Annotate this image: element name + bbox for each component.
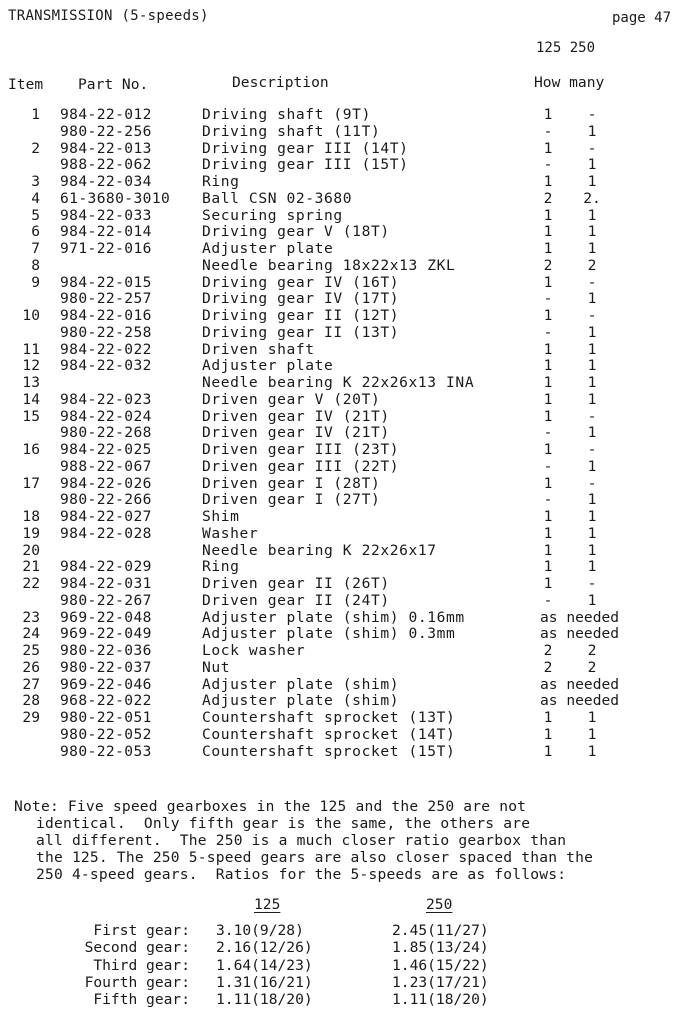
item-number: 21	[22, 558, 40, 576]
gear-name: Fifth gear:	[93, 991, 190, 1009]
parts-row	[0, 509, 700, 526]
quantity-250: 2	[587, 658, 597, 676]
quantity-250: 1	[587, 508, 597, 525]
item-number: 23	[22, 608, 40, 626]
quantity-250: 1	[587, 156, 597, 174]
quantity-125: 1	[543, 441, 553, 458]
part-description: Adjuster plate (shim)	[202, 675, 400, 693]
part-number: 988-22-067	[60, 457, 152, 475]
quantity-250: -	[587, 441, 597, 458]
quantity-125: 2	[543, 658, 553, 676]
item-number: 15	[22, 407, 40, 425]
quantity-125: 1	[543, 357, 553, 375]
item-number: 22	[22, 575, 40, 592]
parts-row	[0, 342, 700, 359]
quantity-125: 1	[543, 575, 553, 592]
quantity-125: 1	[543, 524, 553, 542]
parts-row	[0, 291, 700, 308]
quantity-125: 1	[543, 709, 553, 726]
parts-row	[0, 643, 700, 660]
parts-row	[0, 442, 700, 459]
quantity-125: -	[543, 323, 553, 341]
part-number: 980-22-267	[60, 591, 152, 609]
parts-row	[0, 677, 700, 694]
quantity-250: -	[587, 106, 597, 123]
parts-row	[0, 660, 700, 677]
parts-row	[0, 593, 700, 610]
ratio-row	[0, 974, 700, 991]
item-number: 16	[22, 441, 40, 458]
part-number: 968-22-022	[60, 692, 152, 710]
part-number: 984-22-016	[60, 307, 152, 324]
part-description: Driving gear II (13T)	[202, 323, 400, 341]
parts-row	[0, 710, 700, 727]
ratio-125: 1.31(16/21)	[216, 973, 313, 991]
part-description: Countershaft sprocket (13T)	[202, 709, 456, 726]
part-number: 971-22-016	[60, 240, 152, 257]
part-description: Washer	[202, 524, 259, 542]
item-number: 28	[22, 692, 40, 710]
note-line: 250 4-speed gears. Ratios for the 5-speeds are as follows:	[36, 866, 567, 883]
ratio-125: 3.10(9/28)	[216, 922, 304, 939]
quantity-125: 1	[543, 273, 553, 291]
part-description: Needle bearing 18x22x13 ZKL	[202, 256, 456, 274]
parts-row	[0, 107, 700, 124]
quantity-125: 2	[543, 189, 553, 207]
gearbox-note	[14, 798, 684, 883]
item-number: 11	[22, 340, 40, 358]
quantity-125: 1	[543, 407, 553, 425]
parts-row	[0, 157, 700, 174]
part-number: 984-22-023	[60, 390, 152, 408]
parts-row	[0, 191, 700, 208]
item-number: 7	[31, 240, 40, 257]
quantity-250: 1	[587, 223, 597, 241]
part-description: Adjuster plate (shim) 0.3mm	[202, 625, 456, 643]
part-number: 984-22-031	[60, 575, 152, 592]
quantity-250: 1	[587, 390, 597, 408]
part-description: Driven gear IV (21T)	[202, 407, 390, 425]
column-header-part-no: Part No.	[78, 76, 149, 93]
parts-row	[0, 308, 700, 325]
column-header-description: Description	[232, 74, 329, 91]
ratio-125: 1.64(14/23)	[216, 956, 313, 974]
part-description: Driving gear IV (17T)	[202, 290, 400, 308]
quantity-250: 2.	[583, 189, 601, 207]
part-description: Driven gear V (20T)	[202, 390, 381, 408]
note-line: the 125. The 250 5-speed gears are also closer spaced than the	[36, 849, 594, 866]
quantity-125: 1	[543, 374, 553, 391]
ratio-250: 1.46(15/22)	[392, 956, 489, 974]
quantity-125: 1	[543, 139, 553, 157]
parts-row	[0, 224, 700, 241]
quantity-125: -	[543, 122, 553, 140]
part-description: Ring	[202, 173, 240, 190]
item-number: 27	[22, 675, 40, 693]
parts-row	[0, 476, 700, 493]
quantity-125: 1	[543, 340, 553, 358]
item-number: 14	[22, 390, 40, 408]
quantity-250: 1	[587, 374, 597, 391]
quantity-125: -	[543, 156, 553, 174]
part-number: 969-22-049	[60, 625, 152, 643]
quantity-125: 1	[543, 223, 553, 241]
part-number: 984-22-026	[60, 474, 152, 492]
quantity-125: -	[543, 424, 553, 442]
item-number: 12	[22, 357, 40, 375]
quantity-125: 1	[543, 106, 553, 123]
parts-row	[0, 141, 700, 158]
part-number: 984-22-028	[60, 524, 152, 542]
ratio-250: 1.23(17/21)	[392, 973, 489, 991]
ratio-row	[0, 939, 700, 956]
item-number: 3	[31, 173, 40, 190]
quantity-250: 1	[587, 240, 597, 257]
part-description: Adjuster plate (shim) 0.16mm	[202, 608, 465, 626]
part-number: 980-22-256	[60, 122, 152, 140]
part-description: Driven gear III (23T)	[202, 441, 400, 458]
quantity-250: 2	[587, 256, 597, 274]
quantity-125: 2	[543, 256, 553, 274]
quantity-250: -	[587, 273, 597, 291]
parts-row	[0, 325, 700, 342]
part-number: 980-22-036	[60, 642, 152, 659]
part-number: 969-22-048	[60, 608, 152, 626]
parts-row	[0, 258, 700, 275]
parts-row	[0, 727, 700, 744]
model-columns-header: 125 250	[536, 40, 596, 56]
item-number: 2	[31, 139, 40, 157]
part-description: Ball CSN 02-3680	[202, 189, 353, 207]
parts-row	[0, 744, 700, 761]
part-description: Adjuster plate	[202, 357, 334, 375]
parts-row	[0, 409, 700, 426]
quantity-125: 1	[543, 508, 553, 525]
part-description: Driving shaft (9T)	[202, 106, 371, 123]
parts-row	[0, 559, 700, 576]
part-description: Countershaft sprocket (15T)	[202, 742, 456, 760]
parts-row	[0, 174, 700, 191]
quantity-250: 1	[587, 591, 597, 609]
part-number: 61-3680-3010	[60, 189, 171, 207]
part-description: Driven gear I (27T)	[202, 491, 381, 509]
part-number: 980-22-268	[60, 424, 152, 442]
part-description: Driven gear II (24T)	[202, 591, 390, 609]
part-number: 980-22-037	[60, 658, 152, 676]
part-number: 980-22-257	[60, 290, 152, 308]
part-description: Adjuster plate	[202, 240, 334, 257]
column-header-how-many: How many	[534, 74, 605, 91]
quantity-125: 1	[543, 206, 553, 224]
item-number: 4	[31, 189, 40, 207]
part-number: 984-22-014	[60, 223, 152, 241]
ratio-250: 2.45(11/27)	[392, 922, 489, 939]
item-number: 29	[22, 709, 40, 726]
quantity-125: -	[543, 457, 553, 475]
item-number: 26	[22, 658, 40, 676]
quantity-both: as needed	[540, 608, 620, 626]
gear-name: Second gear:	[84, 939, 190, 957]
parts-row	[0, 124, 700, 141]
part-number: 984-22-027	[60, 508, 152, 525]
parts-row	[0, 576, 700, 593]
quantity-both: as needed	[540, 675, 620, 693]
quantity-125: 1	[543, 240, 553, 257]
parts-row	[0, 610, 700, 627]
part-description: Driving shaft (11T)	[202, 122, 381, 140]
parts-row	[0, 626, 700, 643]
ratio-125: 2.16(12/26)	[216, 939, 313, 957]
ratio-header-250: 250	[426, 896, 453, 913]
part-number: 984-22-034	[60, 173, 152, 190]
part-description: Driving gear V (18T)	[202, 223, 390, 241]
ratio-row	[0, 922, 700, 939]
part-number: 984-22-029	[60, 558, 152, 576]
quantity-125: 1	[543, 742, 553, 760]
note-line: all different. The 250 is a much closer ratio gearbox than	[36, 832, 567, 849]
ratio-row	[0, 957, 700, 974]
gear-name: First gear:	[93, 922, 190, 939]
ratio-250: 1.11(18/20)	[392, 991, 489, 1009]
quantity-250: 1	[587, 541, 597, 559]
item-number: 24	[22, 625, 40, 643]
part-description: Shim	[202, 508, 240, 525]
quantity-250: 1	[587, 725, 597, 743]
quantity-250: -	[587, 407, 597, 425]
note-line: Note: Five speed gearboxes in the 125 and the 250 are not	[14, 798, 527, 815]
parts-row	[0, 275, 700, 292]
page-number: page 47	[612, 10, 672, 26]
ratio-header-125: 125	[254, 896, 281, 913]
quantity-125: -	[543, 290, 553, 308]
parts-row	[0, 492, 700, 509]
part-description: Needle bearing K 22x26x13 INA	[202, 374, 475, 391]
part-description: Securing spring	[202, 206, 343, 224]
item-number: 17	[22, 474, 40, 492]
part-number: 984-22-013	[60, 139, 152, 157]
quantity-125: 1	[543, 173, 553, 190]
part-number: 984-22-024	[60, 407, 152, 425]
column-header-item: Item	[8, 76, 44, 93]
item-number: 18	[22, 508, 40, 525]
part-number: 984-22-022	[60, 340, 152, 358]
parts-row	[0, 459, 700, 476]
part-description: Driven gear II (26T)	[202, 575, 390, 592]
quantity-250: 1	[587, 457, 597, 475]
quantity-250: 1	[587, 323, 597, 341]
quantity-125: 2	[543, 642, 553, 659]
part-number: 980-22-051	[60, 709, 152, 726]
part-description: Driven gear III (22T)	[202, 457, 400, 475]
quantity-both: as needed	[540, 625, 620, 643]
quantity-250: 1	[587, 122, 597, 140]
quantity-250: 1	[587, 206, 597, 224]
item-number: 9	[31, 273, 40, 291]
quantity-125: 1	[543, 725, 553, 743]
part-number: 984-22-033	[60, 206, 152, 224]
item-number: 8	[31, 256, 40, 274]
quantity-250: 1	[587, 742, 597, 760]
quantity-250: 1	[587, 424, 597, 442]
part-number: 988-22-062	[60, 156, 152, 174]
item-number: 5	[31, 206, 40, 224]
page-title: TRANSMISSION (5-speeds)	[8, 8, 209, 24]
quantity-125: -	[543, 491, 553, 509]
ratio-250: 1.85(13/24)	[392, 939, 489, 957]
part-description: Adjuster plate (shim)	[202, 692, 400, 710]
parts-row	[0, 693, 700, 710]
item-number: 19	[22, 524, 40, 542]
part-description: Needle bearing K 22x26x17	[202, 541, 437, 559]
quantity-250: 1	[587, 524, 597, 542]
quantity-250: 1	[587, 491, 597, 509]
part-description: Countershaft sprocket (14T)	[202, 725, 456, 743]
part-description: Driving gear II (12T)	[202, 307, 400, 324]
quantity-125: 1	[543, 474, 553, 492]
ratio-125: 1.11(18/20)	[216, 991, 313, 1009]
part-number: 984-22-015	[60, 273, 152, 291]
part-description: Driven shaft	[202, 340, 315, 358]
parts-row	[0, 241, 700, 258]
quantity-both: as needed	[540, 692, 620, 710]
gear-name: Third gear:	[93, 956, 190, 974]
gear-name: Fourth gear:	[84, 973, 190, 991]
quantity-125: 1	[543, 390, 553, 408]
part-description: Driving gear III (14T)	[202, 139, 409, 157]
part-description: Driving gear IV (16T)	[202, 273, 400, 291]
quantity-250: 2	[587, 642, 597, 659]
part-number: 969-22-046	[60, 675, 152, 693]
parts-row	[0, 208, 700, 225]
part-description: Nut	[202, 658, 231, 676]
part-description: Lock washer	[202, 642, 306, 659]
item-number: 13	[22, 374, 40, 391]
quantity-250: -	[587, 139, 597, 157]
quantity-125: -	[543, 591, 553, 609]
quantity-250: 1	[587, 357, 597, 375]
item-number: 25	[22, 642, 40, 659]
parts-row	[0, 358, 700, 375]
part-number: 980-22-053	[60, 742, 152, 760]
parts-row	[0, 392, 700, 409]
quantity-125: 1	[543, 307, 553, 324]
quantity-250: 1	[587, 340, 597, 358]
parts-row	[0, 543, 700, 560]
part-number: 984-22-012	[60, 106, 152, 123]
quantity-250: 1	[587, 173, 597, 190]
item-number: 6	[31, 223, 40, 241]
quantity-125: 1	[543, 541, 553, 559]
quantity-250: -	[587, 474, 597, 492]
part-number: 980-22-258	[60, 323, 152, 341]
parts-row	[0, 375, 700, 392]
parts-row	[0, 526, 700, 543]
part-number: 980-22-052	[60, 725, 152, 743]
part-number: 984-22-032	[60, 357, 152, 375]
quantity-250: 1	[587, 290, 597, 308]
parts-list	[0, 107, 700, 760]
item-number: 10	[22, 307, 40, 324]
quantity-250: 1	[587, 709, 597, 726]
quantity-250: 1	[587, 558, 597, 576]
quantity-250: -	[587, 307, 597, 324]
quantity-250: -	[587, 575, 597, 592]
item-number: 20	[22, 541, 40, 559]
ratio-row	[0, 991, 700, 1008]
note-line: identical. Only fifth gear is the same, the others are	[36, 815, 531, 832]
part-description: Driving gear III (15T)	[202, 156, 409, 174]
part-number: 984-22-025	[60, 441, 152, 458]
item-number: 1	[31, 106, 40, 123]
part-description: Driven gear I (28T)	[202, 474, 381, 492]
part-description: Ring	[202, 558, 240, 576]
part-description: Driven gear IV (21T)	[202, 424, 390, 442]
part-number: 980-22-266	[60, 491, 152, 509]
quantity-125: 1	[543, 558, 553, 576]
parts-row	[0, 425, 700, 442]
